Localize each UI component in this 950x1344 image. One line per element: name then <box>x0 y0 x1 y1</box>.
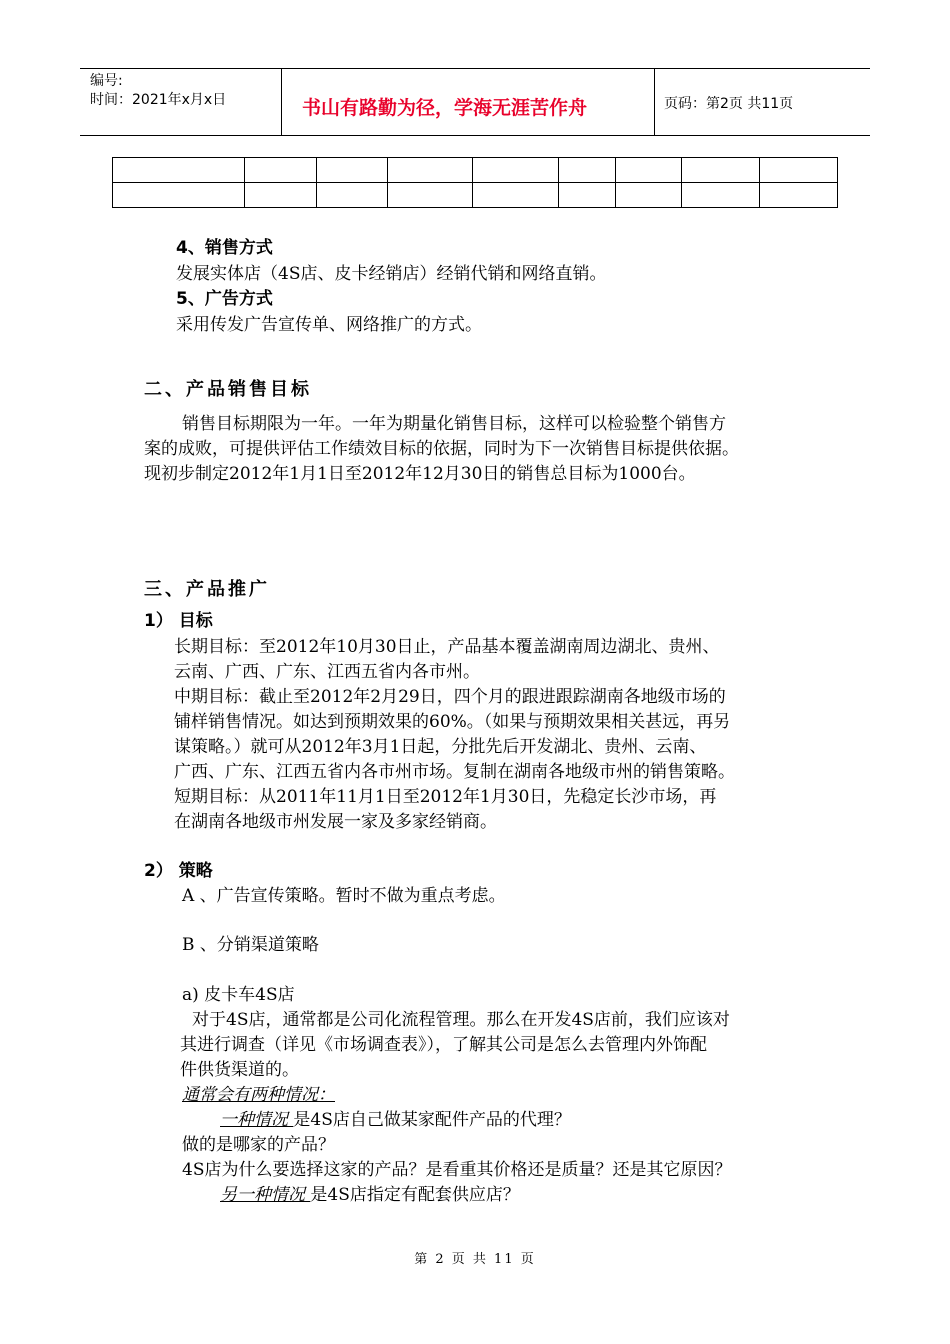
ad-method-text: 采用传发广告宣传单、网络推广的方式。 <box>176 315 482 335</box>
goal-line-2: 云南、广西、广东、江西五省内各市州。 <box>174 662 480 682</box>
goal-line-3: 中期目标：截止至2012年2月29日，四个月的跟进跟踪湖南各地级市场的 <box>174 687 726 707</box>
header-top-rule <box>80 68 870 69</box>
sub-item-a: a) 皮卡车4S店 <box>182 985 295 1005</box>
section2-line-1: 销售目标期限为一年。一年为期量化销售目标，这样可以检验整个销售方 <box>182 414 726 434</box>
section2-heading: 二、产品销售目标 <box>144 379 312 400</box>
header-page-info: 页码：第2页 共11页 <box>664 96 794 112</box>
empty-data-table <box>112 157 838 208</box>
section3-heading: 三、产品推广 <box>144 579 270 600</box>
ad-method-heading: 5、广告方式 <box>176 289 273 309</box>
table-row <box>113 158 838 183</box>
section2-line-3: 现初步制定2012年1月1日至2012年12月30日的销售总目标为1000台。 <box>144 464 696 484</box>
question-2: 4S店为什么要选择这家的产品？是看重其价格还是质量？还是其它原因？ <box>182 1160 732 1180</box>
strategy-b: B 、分销渠道策略 <box>182 935 319 955</box>
case2-line <box>220 1185 520 1205</box>
goal-line-7: 短期目标：从2011年11月1日至2012年1月30日，先稳定长沙市场，再 <box>174 787 717 807</box>
goal-line-6: 广西、广东、江西五省内各市州市场。复制在湖南各地级市州的销售策略。 <box>174 762 735 782</box>
goal-line-8: 在湖南各地级市州发展一家及多家经销商。 <box>174 812 497 832</box>
sales-method-text: 发展实体店（4S店、皮卡经销店）经销代销和网络直销。 <box>176 264 607 284</box>
header-divider-left <box>281 68 282 136</box>
header-motto: 书山有路勤为径，学海无涯苦作舟 <box>302 97 588 119</box>
goal-heading: 1） 目标 <box>144 611 213 631</box>
page-footer: 第 2 页 共 11 页 <box>414 1252 536 1267</box>
header-number-label: 编号: <box>90 73 123 89</box>
sales-method-heading: 4、销售方式 <box>176 238 273 258</box>
para-line-2: 其进行调查（详见《市场调查表》），了解其公司是怎么去管理内外饰配 <box>180 1035 707 1055</box>
question-1: 做的是哪家的产品？ <box>182 1135 335 1155</box>
para-line-3: 件供货渠道的。 <box>180 1060 299 1080</box>
goal-line-5: 谋策略。）就可从2012年3月1日起，分批先后开发湖北、贵州、云南、 <box>174 737 707 757</box>
strategy-heading: 2） 策略 <box>144 861 213 881</box>
strategy-a: A 、广告宣传策略。暂时不做为重点考虑。 <box>182 886 506 906</box>
case2-text: 是4S店指定有配套供应店？ <box>310 1185 520 1205</box>
section2-line-2: 案的成败，可提供评估工作绩效目标的依据，同时为下一次销售目标提供依据。 <box>144 439 739 459</box>
header-divider-right <box>654 68 655 136</box>
header-bottom-rule <box>80 135 870 136</box>
case1-line <box>220 1110 571 1130</box>
case2-label: 另一种情况 <box>220 1185 311 1205</box>
goal-line-1: 长期目标：至2012年10月30日止，产品基本覆盖湖南周边湖北、贵州、 <box>174 637 720 657</box>
cases-label: 通常会有两种情况： <box>182 1085 335 1105</box>
table-row <box>113 183 838 208</box>
header-time-label: 时间：2021年x月x日 <box>90 92 227 108</box>
case1-label: 一种情况 <box>220 1110 294 1130</box>
para-line-1: 对于4S店，通常都是公司化流程管理。那么在开发4S店前，我们应该对 <box>192 1010 730 1030</box>
goal-line-4: 铺样销售情况。如达到预期效果的60%。（如果与预期效果相关甚远，再另 <box>174 712 731 732</box>
case1-text: 是4S店自己做某家配件产品的代理？ <box>293 1110 571 1130</box>
